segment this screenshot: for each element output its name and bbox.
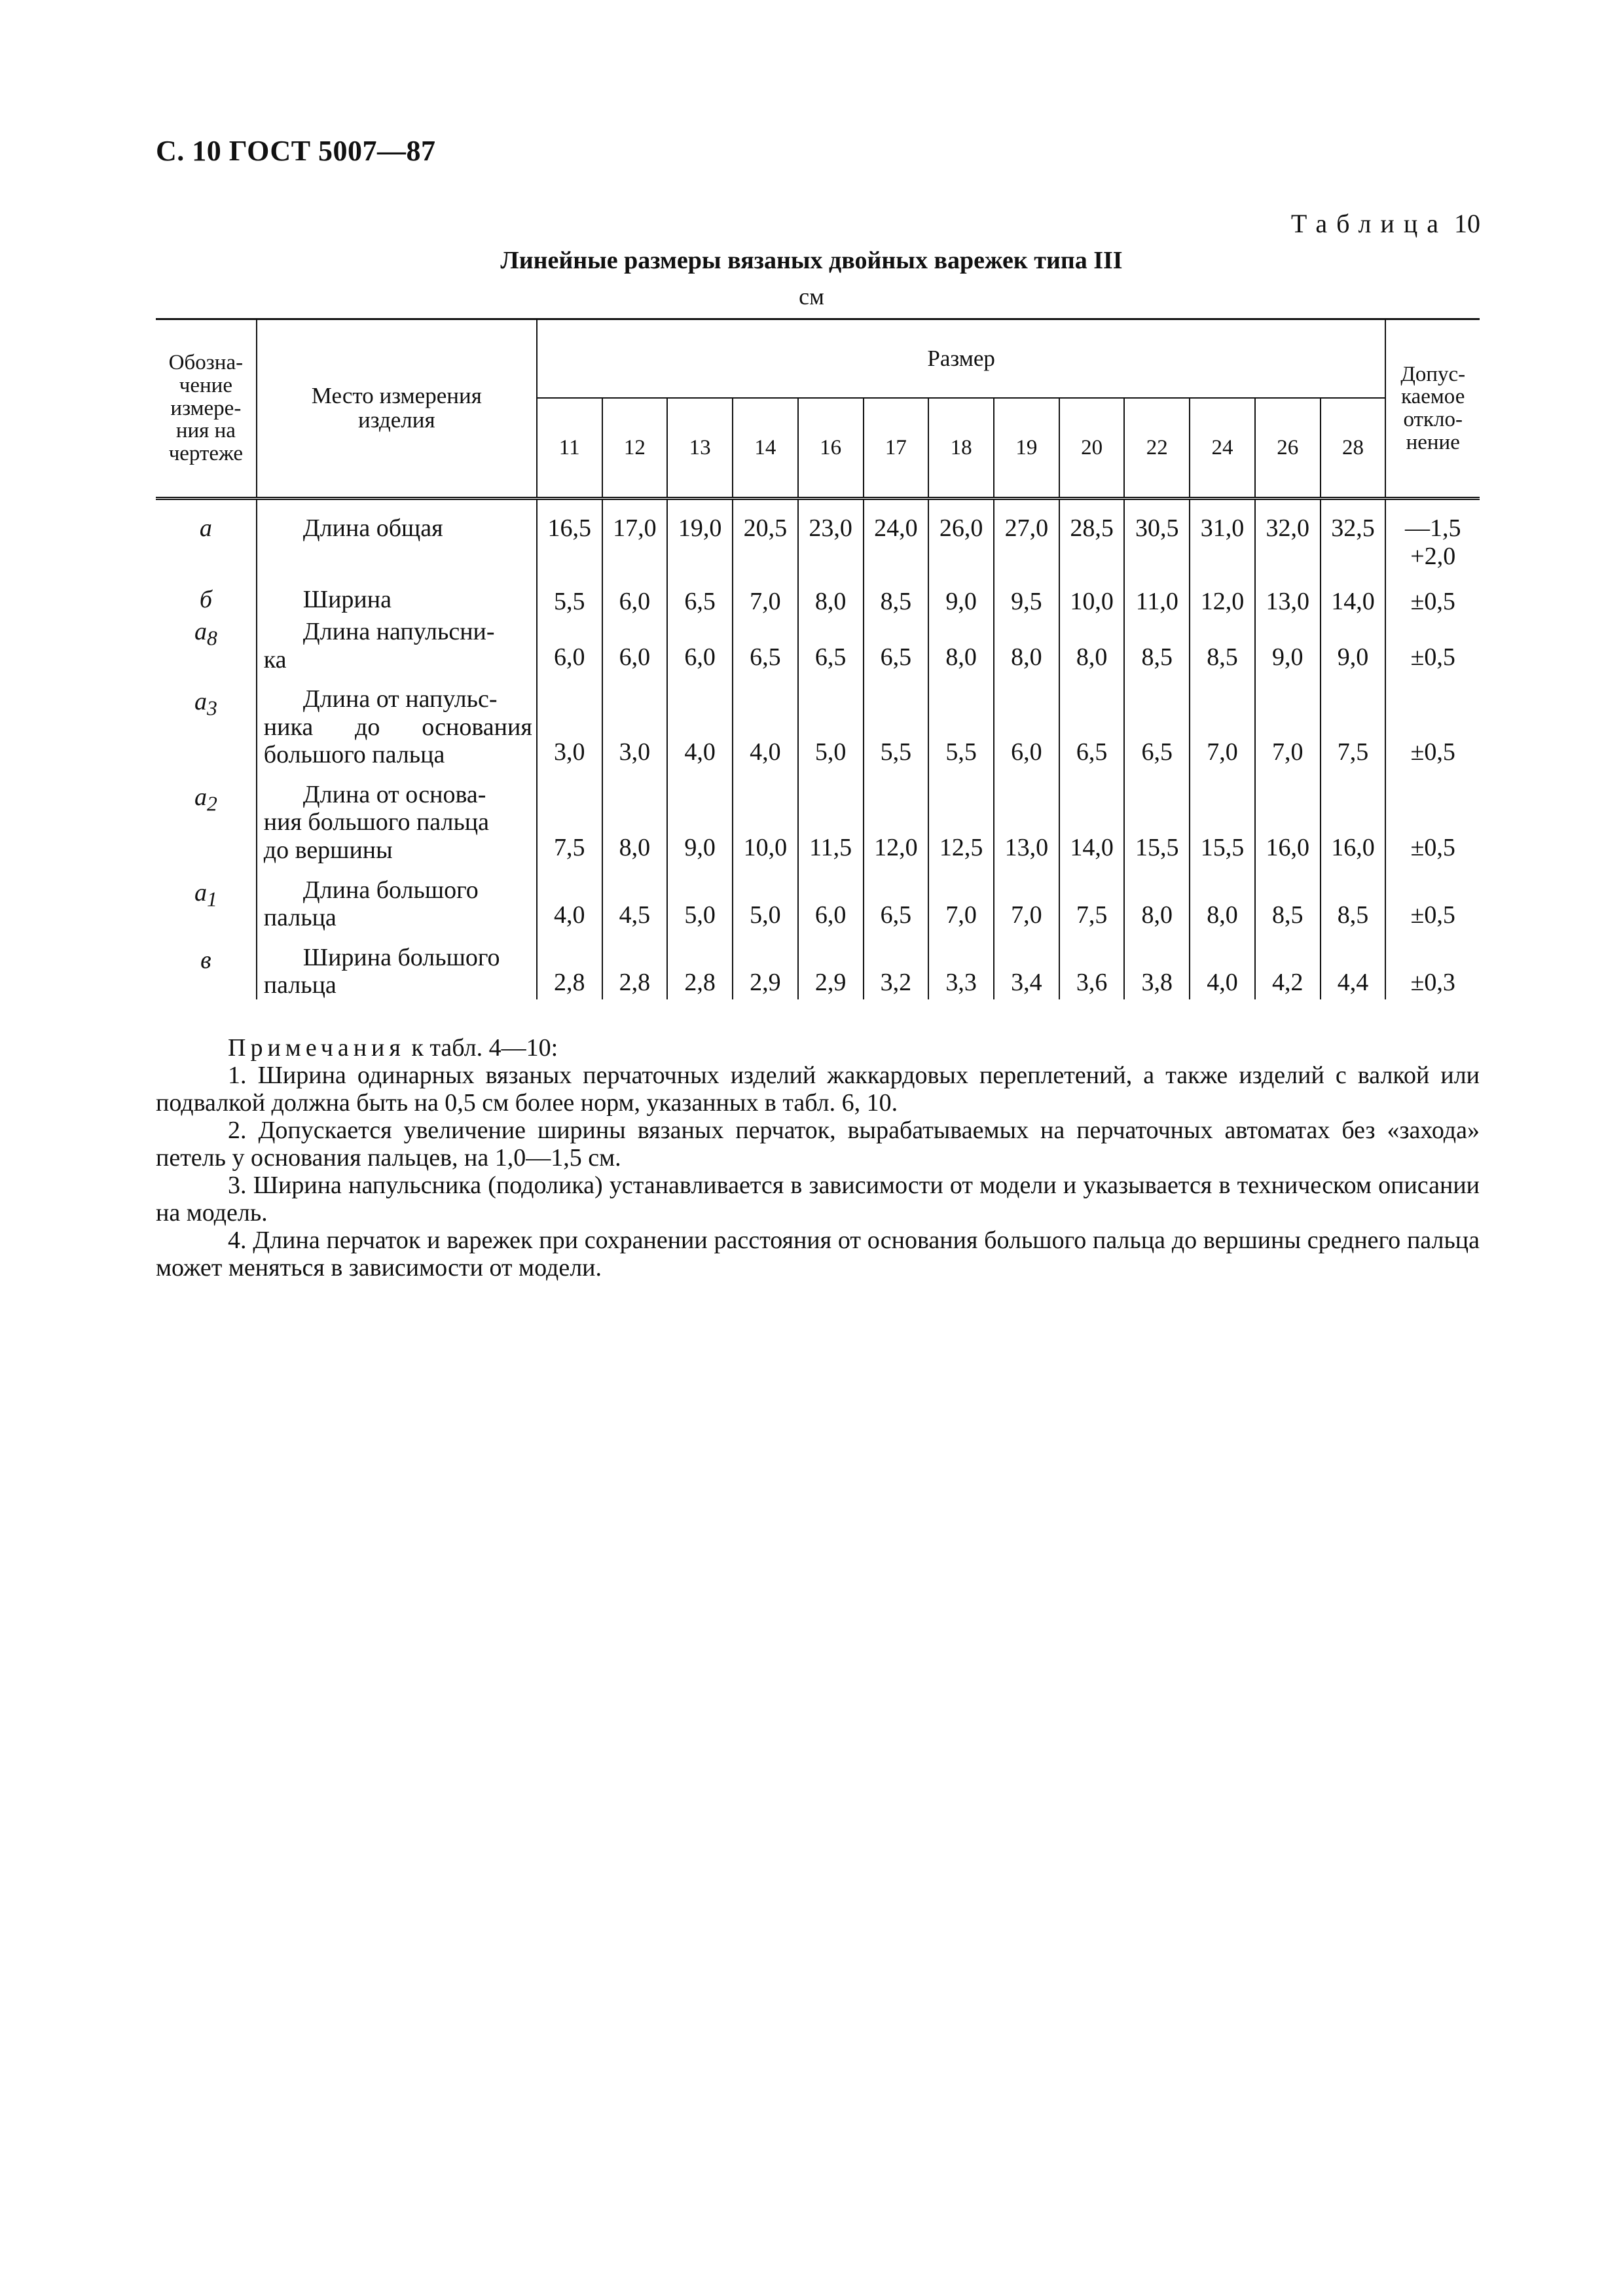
value-cell: 3,8	[1124, 932, 1190, 999]
table-row	[156, 618, 1480, 673]
value-cell: 8,0	[1190, 865, 1255, 932]
size-header: 16	[798, 398, 864, 499]
value-cell: 7,0	[1255, 673, 1321, 769]
header-designation-line: чертеже	[168, 441, 244, 465]
note-item: 1. Ширина одинарных вязаных перчаточных изделий жаккардовых переплетений, а также изделий с валкой или подвалкой должна быть на 0,5 см более норм, указанных в табл. 6, 10.	[156, 1062, 1480, 1117]
notes-section	[156, 1034, 1480, 1282]
place-line: Длина от напульс-	[302, 685, 498, 713]
tolerance-cell: ±0,5	[1410, 643, 1455, 671]
place-line: ника до основания	[263, 713, 532, 741]
designation-cell	[156, 673, 257, 769]
designation-cell	[156, 769, 257, 865]
note-item: 2. Допускается увеличение ширины вязаных перчаток, вырабатываемых на перчаточных автоматах без «захода» петель у основания пальцев, на 1,0—1,5 см.	[156, 1117, 1480, 1172]
place-cell	[257, 573, 537, 618]
value-cell: 7,5	[537, 769, 602, 865]
value-cell: 9,0	[928, 573, 994, 618]
value-cell: 8,0	[798, 573, 864, 618]
size-header: 12	[602, 398, 668, 499]
value-cell: 3,3	[928, 932, 994, 999]
table-row	[156, 865, 1480, 932]
tolerance-cell: ±0,3	[1410, 969, 1455, 997]
table-label: Таблица	[1290, 209, 1448, 238]
designation-letter: а	[194, 618, 207, 646]
value-cell: 15,5	[1190, 769, 1255, 865]
value-cell: 2,9	[733, 932, 798, 999]
value-cell: 27,0	[994, 499, 1059, 573]
place-cell	[257, 499, 537, 573]
page-header: С. 10 ГОСТ 5007—87	[156, 135, 436, 167]
place-cell	[257, 769, 537, 865]
value-cell: 5,0	[733, 865, 798, 932]
designation-letter: а	[199, 514, 212, 542]
value-cell: 23,0	[798, 499, 864, 573]
tolerance-cell: ±0,5	[1410, 901, 1455, 929]
value-cell: 5,0	[798, 673, 864, 769]
value-cell: 12,0	[864, 769, 929, 865]
value-cell: 6,5	[667, 573, 733, 618]
value-cell: 8,0	[994, 618, 1059, 673]
header-designation	[156, 319, 257, 499]
place-line: пальца	[263, 904, 337, 932]
value-cell: 5,0	[667, 865, 733, 932]
value-cell: 24,0	[864, 499, 929, 573]
value-cell: 13,0	[1255, 573, 1321, 618]
place-line: до вершины	[263, 836, 393, 864]
size-header: 19	[994, 398, 1059, 499]
size-header: 17	[864, 398, 929, 499]
table-row	[156, 499, 1480, 573]
place-line: большого пальца	[263, 741, 445, 769]
value-cell: 7,5	[1321, 673, 1386, 769]
size-header: 24	[1190, 398, 1255, 499]
tolerance-cell: ±0,5	[1410, 587, 1455, 615]
value-cell: 8,5	[1124, 618, 1190, 673]
designation-cell	[156, 618, 257, 673]
table-row	[156, 769, 1480, 865]
value-cell: 9,5	[994, 573, 1059, 618]
value-cell: 2,8	[537, 932, 602, 999]
value-cell: 32,0	[1255, 499, 1321, 573]
header-tolerance-line: откло-	[1403, 408, 1463, 431]
designation-letter: б	[199, 586, 212, 614]
tolerance-cell: ±0,5	[1410, 833, 1455, 861]
value-cell: 6,0	[667, 618, 733, 673]
header-place-line: Место измерения	[311, 383, 482, 409]
size-header: 11	[537, 398, 602, 499]
value-cell: 3,6	[1059, 932, 1125, 999]
value-cell: 16,5	[537, 499, 602, 573]
value-cell: 19,0	[667, 499, 733, 573]
size-header: 22	[1124, 398, 1190, 499]
table-unit: см	[799, 283, 824, 310]
place-line: Ширина	[302, 586, 392, 614]
value-cell: 20,5	[733, 499, 798, 573]
value-cell: 7,0	[994, 865, 1059, 932]
note-item: 3. Ширина напульсника (подолика) устанавливается в зависимости от модели и указывается в техническом описании на модель.	[156, 1172, 1480, 1227]
value-cell: 8,0	[928, 618, 994, 673]
note-item: 4. Длина перчаток и варежек при сохранении расстояния от основания большого пальца до вершины среднего пальца может меняться в зависимости от модели.	[156, 1227, 1480, 1282]
value-cell: 2,8	[667, 932, 733, 999]
table-title: Линейные размеры вязаных двойных варежек типа III	[500, 247, 1123, 274]
value-cell: 6,0	[994, 673, 1059, 769]
value-cell: 6,5	[1124, 673, 1190, 769]
value-cell: 3,0	[602, 673, 668, 769]
value-cell: 6,0	[798, 865, 864, 932]
value-cell: 7,5	[1059, 865, 1125, 932]
value-cell: 17,0	[602, 499, 668, 573]
value-cell: 2,8	[602, 932, 668, 999]
value-cell: 8,5	[864, 573, 929, 618]
place-cell	[257, 618, 537, 673]
header-designation-line: чение	[179, 374, 232, 398]
notes-title	[156, 1034, 1480, 1062]
designation-index: 8	[206, 626, 217, 650]
value-cell: 10,0	[733, 769, 798, 865]
value-cell: 5,5	[928, 673, 994, 769]
designation-index: 1	[206, 888, 217, 911]
value-cell: 13,0	[994, 769, 1059, 865]
value-cell: 8,5	[1190, 618, 1255, 673]
header-tolerance	[1385, 319, 1480, 499]
table-row	[156, 673, 1480, 769]
value-cell: 9,0	[667, 769, 733, 865]
tolerance-cell: ±0,5	[1410, 738, 1455, 766]
value-cell: 4,0	[1190, 932, 1255, 999]
value-cell: 4,0	[733, 673, 798, 769]
value-cell: 31,0	[1190, 499, 1255, 573]
designation-letter: в	[200, 946, 211, 974]
dimensions-table	[156, 318, 1480, 999]
value-cell: 6,0	[602, 618, 668, 673]
value-cell: 6,5	[864, 618, 929, 673]
value-cell: 4,2	[1255, 932, 1321, 999]
place-line: пальца	[263, 971, 337, 999]
place-line: Ширина большого	[302, 943, 500, 971]
table-number-value: 10	[1454, 209, 1480, 238]
place-line: ка	[263, 645, 287, 673]
value-cell: 7,0	[928, 865, 994, 932]
value-cell: 28,5	[1059, 499, 1125, 573]
value-cell: 8,0	[602, 769, 668, 865]
designation-letter: а	[194, 878, 207, 906]
value-cell: 26,0	[928, 499, 994, 573]
value-cell: 3,2	[864, 932, 929, 999]
header-tolerance-line: Допус-	[1400, 362, 1466, 386]
notes-title-rest: к табл. 4—10:	[405, 1034, 558, 1062]
value-cell: 6,0	[602, 573, 668, 618]
value-cell: 15,5	[1124, 769, 1190, 865]
value-cell: 8,5	[1255, 865, 1321, 932]
designation-cell	[156, 573, 257, 618]
size-header: 18	[928, 398, 994, 499]
header-place	[257, 319, 537, 499]
value-cell: 12,5	[928, 769, 994, 865]
value-cell: 3,0	[537, 673, 602, 769]
designation-letter: а	[194, 688, 207, 716]
designation-index: 3	[206, 696, 217, 720]
header-designation-line: Обозна-	[168, 351, 244, 375]
tolerance-line: +2,0	[1410, 542, 1456, 570]
designation-cell	[156, 932, 257, 999]
place-cell	[257, 673, 537, 769]
designation-index: 2	[206, 792, 217, 816]
place-line: Длина общая	[302, 514, 443, 542]
value-cell: 30,5	[1124, 499, 1190, 573]
notes-title-spaced: Примечания	[228, 1034, 405, 1062]
value-cell: 5,5	[864, 673, 929, 769]
value-cell: 12,0	[1190, 573, 1255, 618]
value-cell: 11,5	[798, 769, 864, 865]
value-cell: 2,9	[798, 932, 864, 999]
header-tolerance-line: нение	[1406, 430, 1460, 454]
designation-cell	[156, 499, 257, 573]
header-tolerance-line: каемое	[1401, 385, 1465, 409]
value-cell: 4,4	[1321, 932, 1386, 999]
size-header: 13	[667, 398, 733, 499]
place-cell	[257, 865, 537, 932]
value-cell: 10,0	[1059, 573, 1125, 618]
size-header: 20	[1059, 398, 1125, 499]
value-cell: 3,4	[994, 932, 1059, 999]
value-cell: 8,0	[1059, 618, 1125, 673]
value-cell: 5,5	[537, 573, 602, 618]
value-cell: 32,5	[1321, 499, 1386, 573]
tolerance-cell	[1385, 499, 1480, 573]
place-line: Длина большого	[302, 876, 479, 904]
value-cell: 16,0	[1321, 769, 1386, 865]
value-cell: 7,0	[1190, 673, 1255, 769]
value-cell: 4,0	[537, 865, 602, 932]
tolerance-line: —1,5	[1404, 514, 1461, 542]
value-cell: 4,0	[667, 673, 733, 769]
table-row	[156, 932, 1480, 999]
value-cell: 6,5	[733, 618, 798, 673]
place-line: ния большого пальца	[263, 808, 489, 836]
value-cell: 14,0	[1059, 769, 1125, 865]
value-cell: 16,0	[1255, 769, 1321, 865]
header-size-group: Размер	[537, 319, 1386, 399]
value-cell: 9,0	[1321, 618, 1386, 673]
value-cell: 8,5	[1321, 865, 1386, 932]
value-cell: 6,5	[864, 865, 929, 932]
value-cell: 9,0	[1255, 618, 1321, 673]
size-header: 26	[1255, 398, 1321, 499]
value-cell: 6,5	[798, 618, 864, 673]
place-line: Длина напульсни-	[302, 618, 495, 646]
header-designation-line: ния на	[175, 419, 236, 443]
designation-letter: а	[194, 783, 207, 811]
value-cell: 6,0	[537, 618, 602, 673]
table-number	[1291, 208, 1480, 239]
table-row	[156, 573, 1480, 618]
size-header: 14	[733, 398, 798, 499]
value-cell: 11,0	[1124, 573, 1190, 618]
value-cell: 6,5	[1059, 673, 1125, 769]
value-cell: 14,0	[1321, 573, 1386, 618]
value-cell: 4,5	[602, 865, 668, 932]
header-designation-line: измере-	[170, 396, 242, 420]
header-place-line: изделия	[358, 407, 435, 433]
place-line: Длина от основа-	[302, 780, 486, 808]
value-cell: 7,0	[733, 573, 798, 618]
value-cell: 8,0	[1124, 865, 1190, 932]
designation-cell	[156, 865, 257, 932]
size-header: 28	[1321, 398, 1386, 499]
place-cell	[257, 932, 537, 999]
